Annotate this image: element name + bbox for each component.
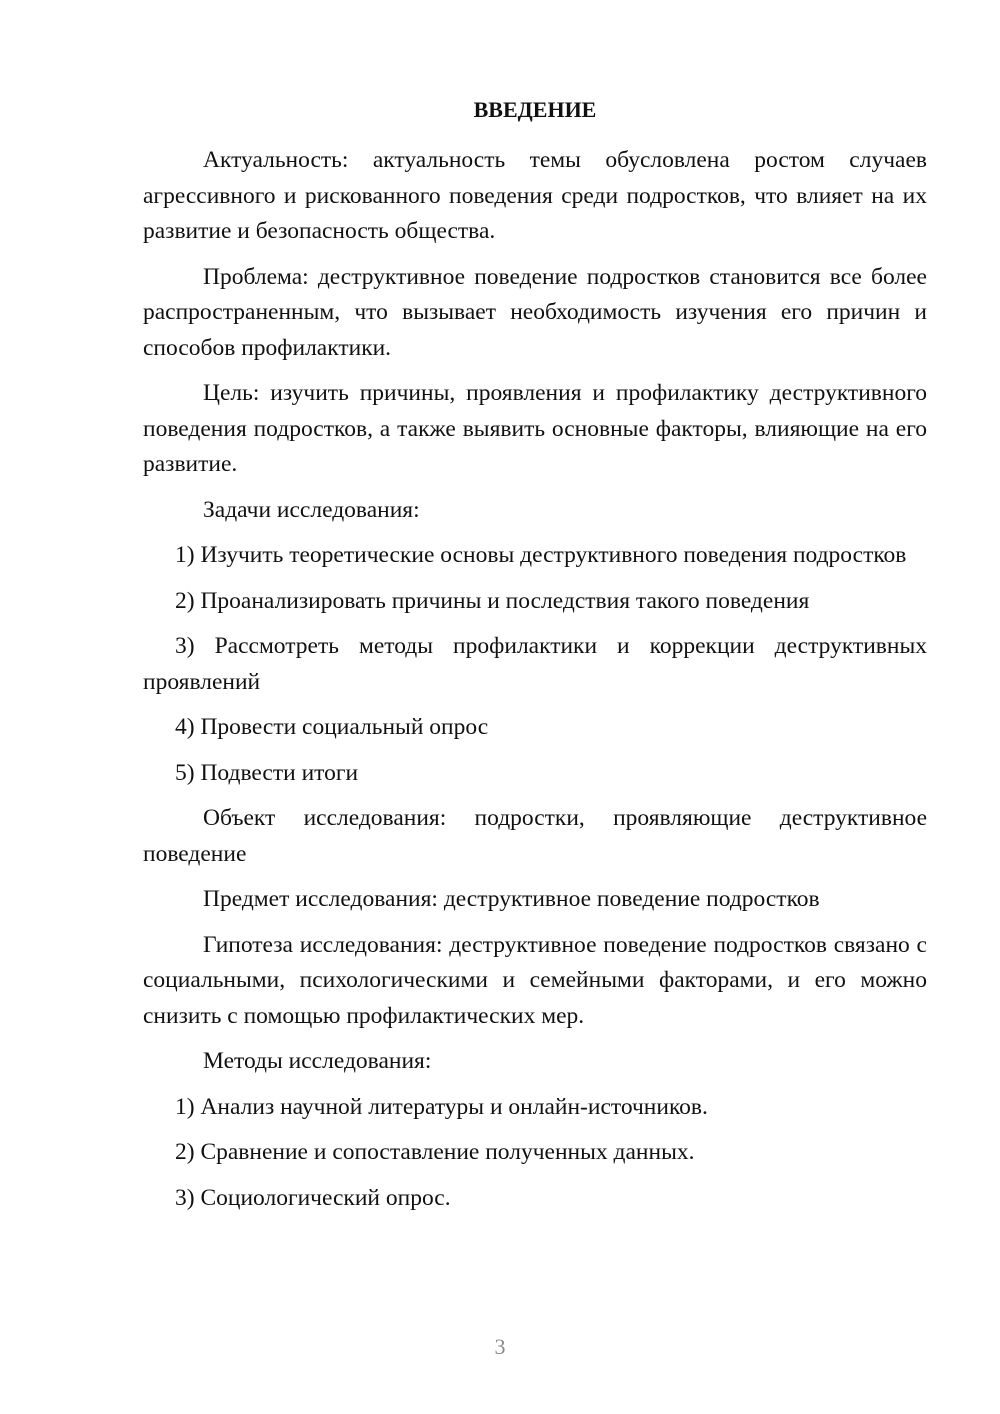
list-item: 1) Изучить теоретические основы деструктивного поведения подростков [175,542,907,568]
document-body [143,92,927,1226]
paragraph-relevance: Актуальность: актуальность темы обусловлена ростом случаев агрессивного и рискованного поведения среди подростков, что влияет на их развитие и безопасность общества. [143,147,927,244]
paragraph-hypothesis: Гипотеза исследования: деструктивное поведение подростков связано с социальными, психологическими и семейными факторами, и его можно снизить с помощью профилактических мер. [143,931,927,1029]
list-item: 3) Социологический опрос. [175,1184,451,1211]
list-item: 2) Проанализировать причины и последствия такого поведения [175,587,810,614]
list-item: 3) Рассмотреть методы профилактики и коррекции деструктивных проявлений [143,633,927,695]
paragraph-goal: Цель: изучить причины, проявления и профилактику деструктивного поведения подростков, а также выявить основные факторы, влияющие на его развитие. [143,380,927,477]
paragraph-methods-heading: Методы исследования: [203,1048,432,1074]
paragraph-subject: Предмет исследования: деструктивное поведение подростков [203,886,820,912]
paragraph-tasks-heading: Задачи исследования: [203,496,420,523]
paragraph-problem: Проблема: деструктивное поведение подростков становится все более распространенным, что вызывает необходимость изучения его причин и способов профилактики. [143,263,927,361]
page-number: 3 [494,1334,506,1359]
paragraph-object: Объект исследования: подростки, проявляющие деструктивное поведение [143,805,927,867]
page-title: ВВЕДЕНИЕ [473,97,597,122]
list-item: 1) Анализ научной литературы и онлайн-источников. [175,1093,708,1120]
list-item: 5) Подвести итоги [175,759,359,786]
list-item: 2) Сравнение и сопоставление полученных данных. [175,1139,695,1165]
list-item: 4) Провести социальный опрос [175,714,489,740]
